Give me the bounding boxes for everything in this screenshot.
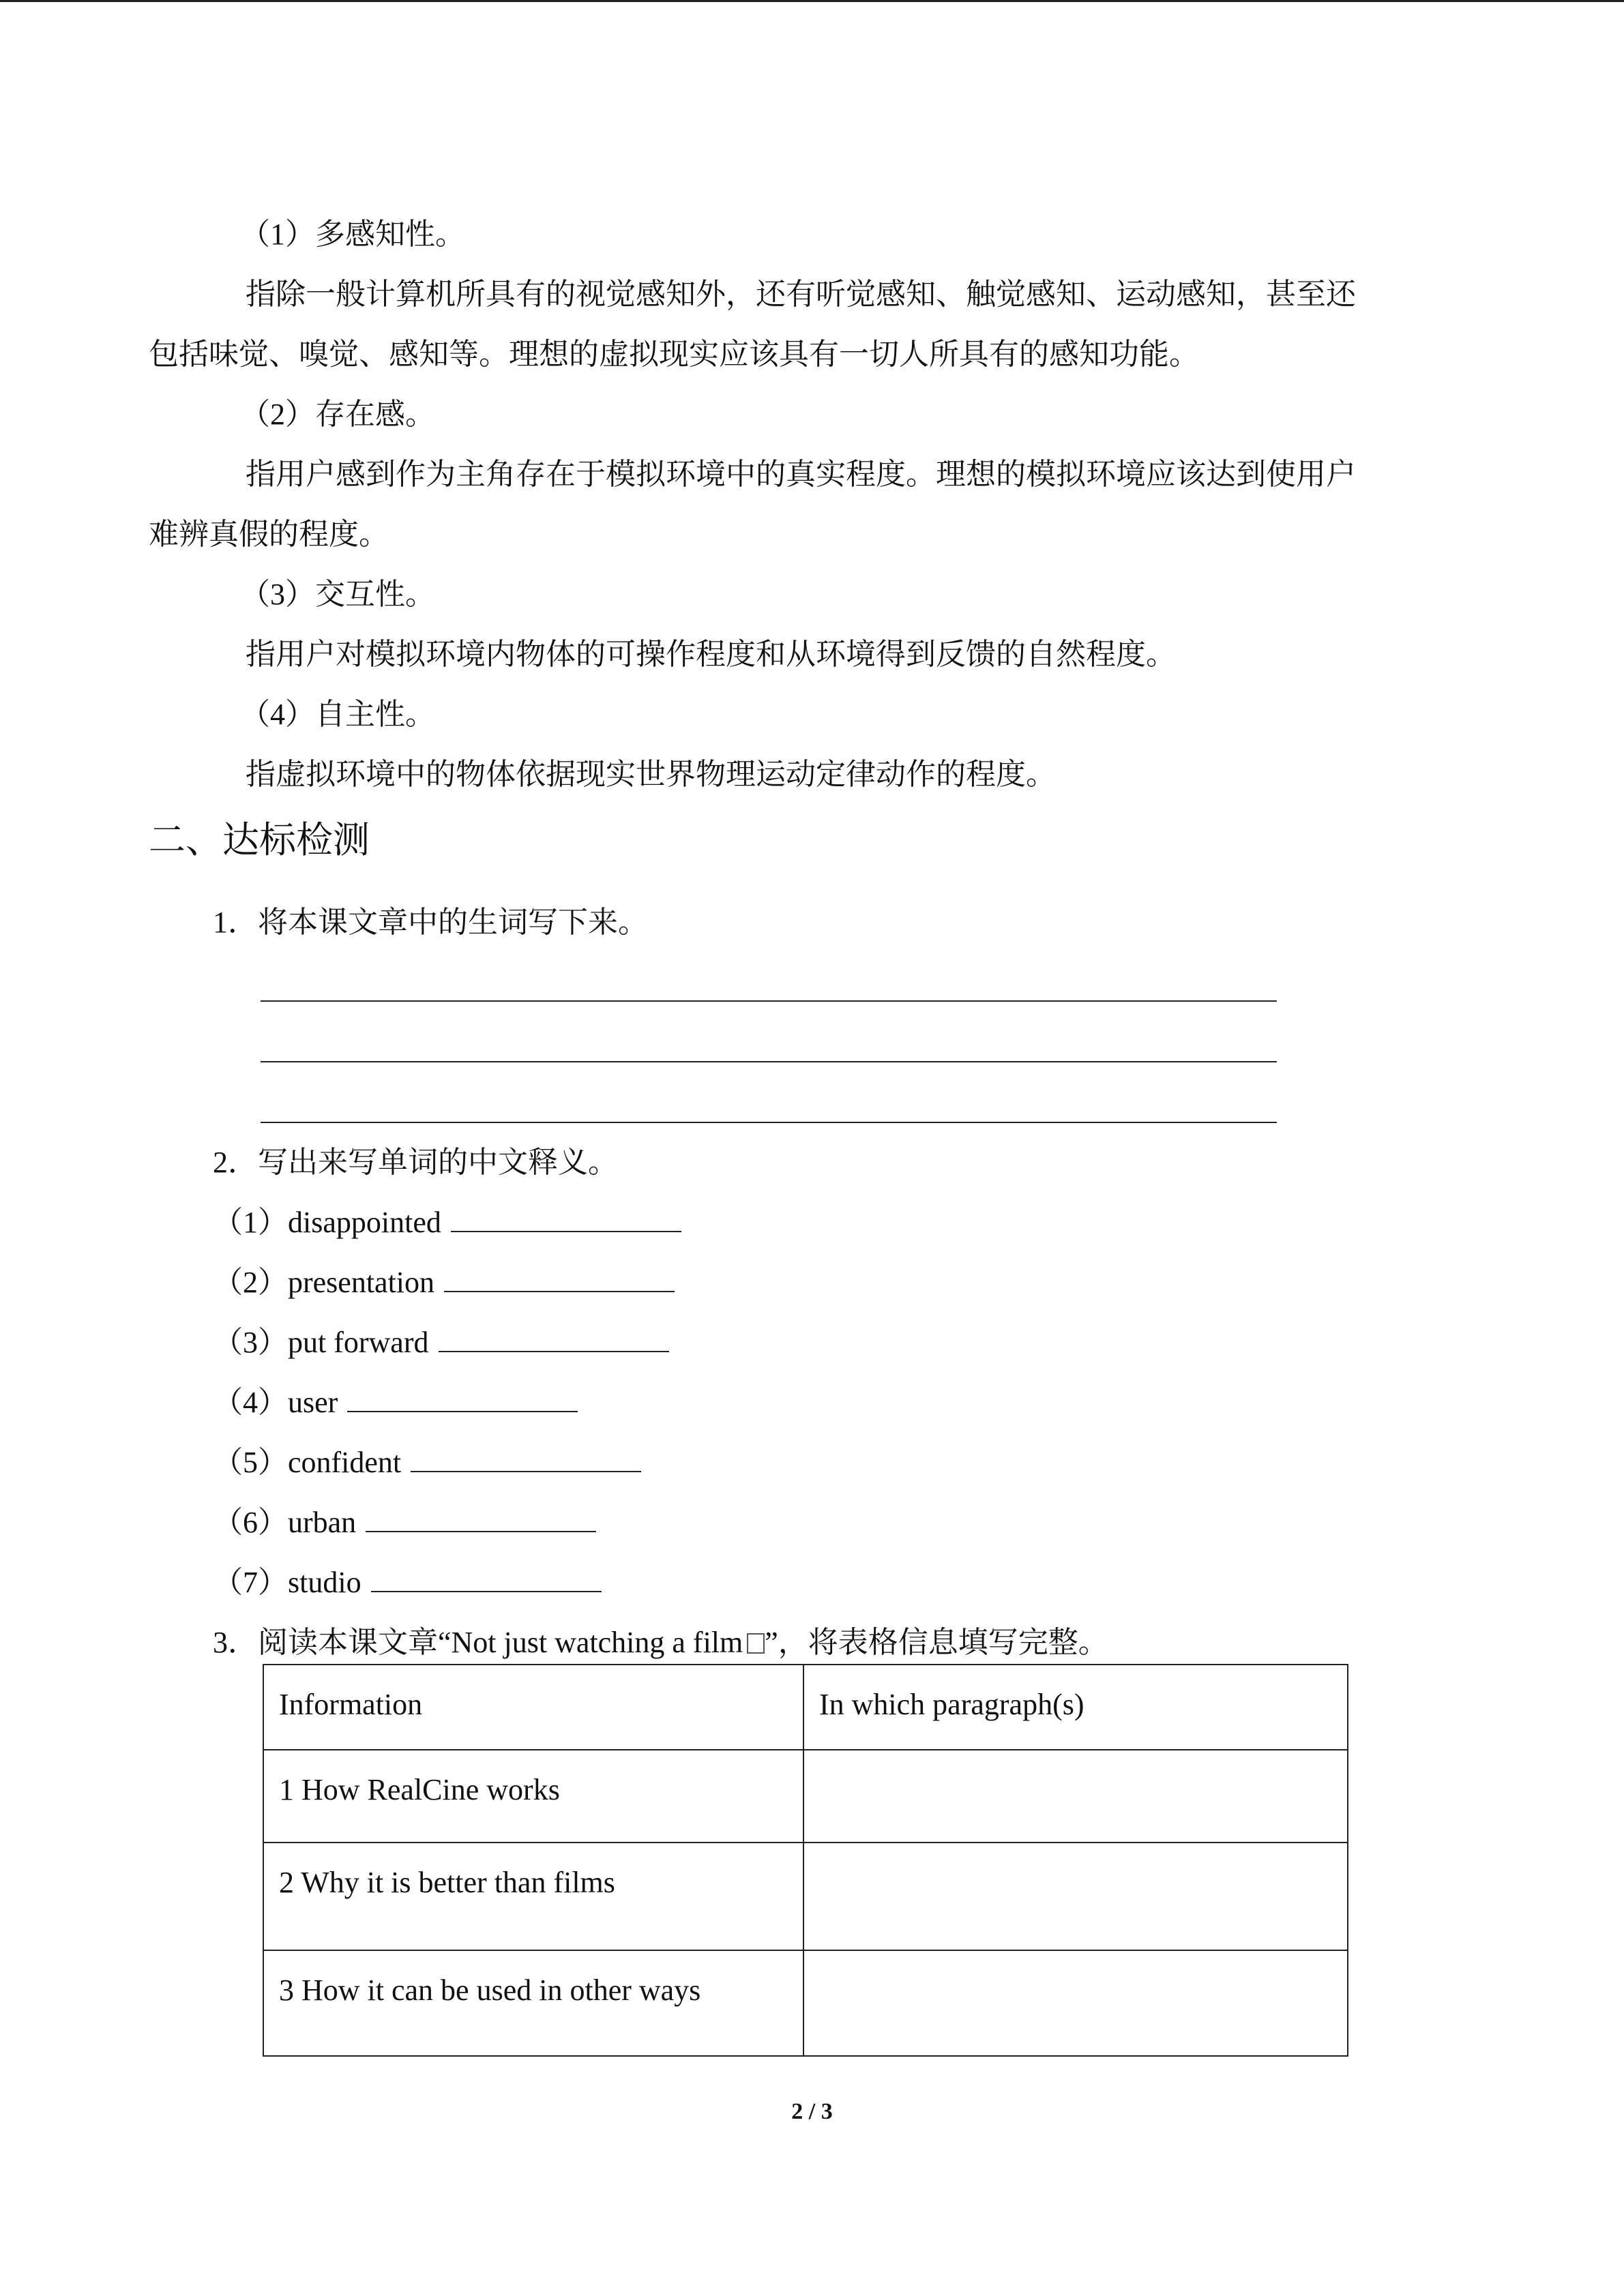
vocab-item xyxy=(213,1204,681,1242)
vocab-answer-blank[interactable] xyxy=(439,1324,669,1352)
vocab-answer-blank[interactable] xyxy=(444,1264,675,1292)
feature-3-title: （3）交互性。 xyxy=(240,578,435,611)
feature-4-title: （4）自主性。 xyxy=(240,698,435,731)
table-header-cell: In which paragraph(s) xyxy=(803,1665,1348,1750)
table-answer-cell[interactable] xyxy=(803,1750,1348,1843)
vocab-answer-blank[interactable] xyxy=(366,1504,596,1532)
page-number: 2 / 3 xyxy=(791,2099,833,2124)
table-answer-cell[interactable] xyxy=(803,1843,1348,1950)
feature-2-desc-line2: 难辨真假的程度。 xyxy=(149,518,389,551)
table-info-cell: 3 How it can be used in other ways xyxy=(263,1950,803,2056)
question-2-text: 2．写出来写单词的中文释义。 xyxy=(213,1146,618,1179)
table-answer-cell[interactable] xyxy=(803,1950,1348,2056)
info-table xyxy=(263,1664,1348,2057)
vocab-item-label: （6）urban xyxy=(213,1506,357,1539)
vocab-item xyxy=(213,1384,578,1422)
vocab-item xyxy=(213,1564,602,1602)
question-3-text-start: 3．阅读本课文章“Not just watching a film xyxy=(213,1626,743,1659)
table-header-row xyxy=(263,1665,1348,1750)
table-row xyxy=(263,1843,1348,1950)
feature-1-title: （1）多感知性。 xyxy=(240,218,465,251)
vocab-item-label: （5）confident xyxy=(213,1446,402,1479)
answer-line-1[interactable] xyxy=(261,1000,1277,1002)
table-row xyxy=(263,1750,1348,1843)
feature-1-desc-line1: 指除一般计算机所具有的视觉感知外，还有听觉感知、触觉感知、运动感知，甚至还 xyxy=(246,278,1356,311)
vocab-answer-blank[interactable] xyxy=(371,1564,602,1592)
question-1-text: 1．将本课文章中的生词写下来。 xyxy=(213,906,648,939)
question-3-text xyxy=(213,1624,1108,1662)
table-info-cell: 1 How RealCine works xyxy=(263,1750,803,1843)
answer-line-2[interactable] xyxy=(261,1061,1277,1062)
table-info-cell: 2 Why it is better than films xyxy=(263,1843,803,1950)
vocab-item-label: （4）user xyxy=(213,1386,338,1419)
vocab-item xyxy=(213,1444,641,1482)
vocab-answer-blank[interactable] xyxy=(411,1444,641,1472)
table-row xyxy=(263,1950,1348,2056)
feature-3-desc: 指用户对模拟环境内物体的可操作程度和从环境得到反馈的自然程度。 xyxy=(246,638,1176,671)
feature-2-title: （2）存在感。 xyxy=(240,398,435,431)
vocab-answer-blank[interactable] xyxy=(451,1204,681,1232)
feature-1-desc-line2: 包括味觉、嗅觉、感知等。理想的虚拟现实应该具有一切人所具有的感知功能。 xyxy=(149,338,1199,371)
question-3-text-end: ”，将表格信息填写完整。 xyxy=(765,1626,1108,1659)
missing-glyph-box-icon xyxy=(747,1633,765,1654)
feature-4-desc: 指虚拟环境中的物体依据现实世界物理运动定律动作的程度。 xyxy=(246,758,1056,791)
feature-2-desc-line1: 指用户感到作为主角存在于模拟环境中的真实程度。理想的模拟环境应该达到使用户 xyxy=(246,458,1356,491)
vocab-answer-blank[interactable] xyxy=(347,1384,578,1412)
page-top-border xyxy=(0,0,1624,2)
section-heading: 二、达标检测 xyxy=(149,820,370,861)
table-header-cell: Information xyxy=(263,1665,803,1750)
vocab-item xyxy=(213,1324,669,1362)
vocab-item xyxy=(213,1264,675,1302)
vocab-item xyxy=(213,1504,596,1542)
vocab-item-label: （1）disappointed xyxy=(213,1206,441,1239)
vocab-item-label: （3）put forward xyxy=(213,1326,429,1359)
vocab-item-label: （7）studio xyxy=(213,1566,361,1599)
answer-line-3[interactable] xyxy=(261,1122,1277,1123)
vocab-item-label: （2）presentation xyxy=(213,1266,435,1299)
